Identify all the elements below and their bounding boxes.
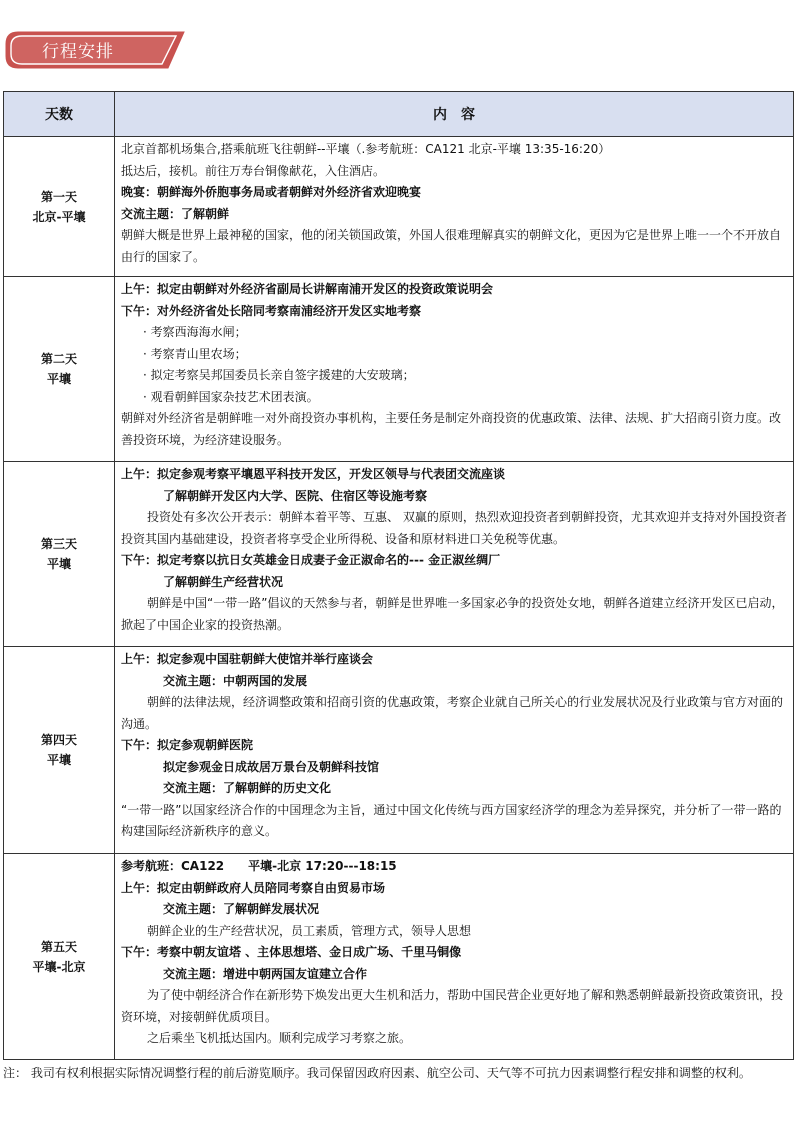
content-line: 交流主题：了解朝鲜发展状况 (163, 902, 320, 916)
table-row (4, 647, 794, 854)
content-line: 交流主题：了解朝鲜的历史文化 (163, 781, 332, 795)
day-place: 北京-平壤 (32, 209, 86, 224)
day-name: 第五天 (40, 939, 77, 954)
day-name: 第二天 (40, 352, 77, 366)
content-line: 上午：拟定由朝鲜对外经济省副局长讲解南浦开发区的投资政策说明会 (121, 282, 494, 296)
bullet-item: · 考察西海海水闸； (143, 325, 247, 339)
content-line: 下午：考察中朝友谊塔 、主体思想塔、金日成广场、千里马铜像 (121, 945, 462, 959)
content-paragraph: “一带一路”以国家经济合作的中国理念为主旨，通过中国文化传统与西方国家经济学的理念为差异探究，并分析了一带一路的构建国际经济新秩序的意义。 (121, 802, 782, 838)
bullet-item: · 拟定考察吴邦国委员长亲自签字援建的大安玻璃； (143, 368, 415, 382)
content-cell (115, 137, 794, 277)
content-line: 了解朝鲜生产经营状况 (163, 574, 284, 589)
content-line: 交流主题：了解朝鲜 (121, 206, 230, 221)
content-line: 交流主题：增进中朝两国友谊建立合作 (163, 966, 368, 981)
day-cell (4, 854, 115, 1060)
content-cell (115, 277, 794, 462)
content-line: 下午：对外经济省处长陪同考察南浦经济开发区实地考察 (121, 303, 422, 318)
day-place: 平壤 (46, 753, 71, 767)
content-line: 下午：拟定考察以抗日女英雄金日成妻子金正淑命名的--- 金正淑丝绸厂 (121, 553, 501, 567)
content-cell (115, 647, 794, 854)
table-row (4, 277, 794, 462)
day-cell (4, 647, 115, 854)
day-place: 平壤 (46, 557, 71, 571)
content-line: 上午：拟定参观中国驻朝鲜大使馆并举行座谈会 (121, 652, 374, 666)
content-paragraph: 投资处有多次公开表示：朝鲜本着平等、互惠、 双赢的原则，热烈欢迎投资者到朝鲜投资，尤其欢迎并支持对外国投资者投资其国内基础建设，投资者将享受企业所得税、设备和原材料进口关免税等优惠。 (121, 510, 787, 546)
content-paragraph: 朝鲜的法律法规，经济调整政策和招商引资的优惠政策，考察企业就自己所关心的行业发展状况及行业政策与官方对面的沟通。 (121, 695, 784, 731)
itinerary-table (3, 91, 794, 1060)
day-name: 第四天 (40, 733, 77, 747)
content-line: 上午：拟定参观考察平壤恩平科技开发区，开发区领导与代表团交流座谈 (121, 467, 506, 481)
bullet-item: · 观看朝鲜国家杂技艺术团表演。 (143, 389, 319, 404)
content-line: 北京首都机场集合,搭乘航班飞往朝鲜--平壤（.参考航班：CA121 北京-平壤 13:35-16:20） (121, 142, 611, 156)
content-paragraph: 朝鲜是中国“一带一路”倡议的天然参与者，朝鲜是世界唯一多国家必争的投资处女地，朝鲜各道建立经济开发区已启动，掀起了中国企业家的投资热潮。 (121, 596, 784, 632)
day-cell (4, 277, 115, 462)
column-header-content: 内 容 (115, 92, 794, 137)
day-place: 平壤-北京 (32, 959, 86, 974)
section-header-tab (4, 30, 186, 70)
content-paragraph: 朝鲜对外经济省是朝鲜唯一对外商投资办事机构，主要任务是制定外商投资的优惠政策、法律、法规、扩大招商引资力度。改善投资环境，为经济建设服务。 (121, 411, 782, 447)
content-cell (115, 462, 794, 647)
content-paragraph: 朝鲜大概是世界上最神秘的国家，他的闭关锁国政策，外国人很难理解真实的朝鲜文化，更因为它是世界上唯一一个不开放自由行的国家了。 (121, 228, 782, 264)
bullet-item: · 考察青山里农场； (143, 346, 247, 361)
day-name: 第一天 (40, 189, 77, 204)
content-cell (115, 854, 794, 1060)
table-row (4, 462, 794, 647)
day-cell (4, 137, 115, 277)
content-line: 了解朝鲜开发区内大学、医院、住宿区等设施考察 (163, 488, 428, 503)
table-row (4, 137, 794, 277)
content-line: 下午：拟定参观朝鲜医院 (121, 738, 254, 752)
footnote: 注： 我司有权利根据实际情况调整行程的前后游览顺序。我司保留因政府因素、航空公司、天气等不可抗力因素调整行程安排和调整的权利。 (3, 1066, 751, 1080)
day-place: 平壤 (46, 372, 71, 386)
table-row (4, 854, 794, 1060)
column-header-day: 天数 (4, 92, 115, 137)
content-line: 参考航班：CA122 平壤-北京 17:20---18:15 (121, 859, 397, 873)
content-line: 朝鲜企业的生产经营状况，员工素质，管理方式，领导人思想 (147, 923, 472, 938)
content-line: 晚宴：朝鲜海外侨胞事务局或者朝鲜对外经济省欢迎晚宴 (121, 185, 422, 199)
day-cell (4, 462, 115, 647)
content-line: 交流主题：中朝两国的发展 (163, 673, 308, 688)
table-header-row (4, 92, 794, 137)
content-line: 上午：拟定由朝鲜政府人员陪同考察自由贸易市场 (121, 880, 386, 895)
content-line: 抵达后，接机。前往万寿台铜像献花，入住酒店。 (121, 163, 386, 178)
content-paragraph: 为了使中朝经济合作在新形势下焕发出更大生机和活力，帮助中国民营企业更好地了解和熟悉朝鲜最新投资政策资讯，投资环境，对接朝鲜优质项目。 (121, 988, 784, 1024)
section-title: 行程安排 (42, 42, 114, 62)
content-line: 拟定参观金日成故居万景台及朝鲜科技馆 (163, 759, 380, 774)
content-line: 之后乘坐飞机抵达国内。顺利完成学习考察之旅。 (147, 1031, 412, 1045)
day-name: 第三天 (40, 537, 77, 551)
